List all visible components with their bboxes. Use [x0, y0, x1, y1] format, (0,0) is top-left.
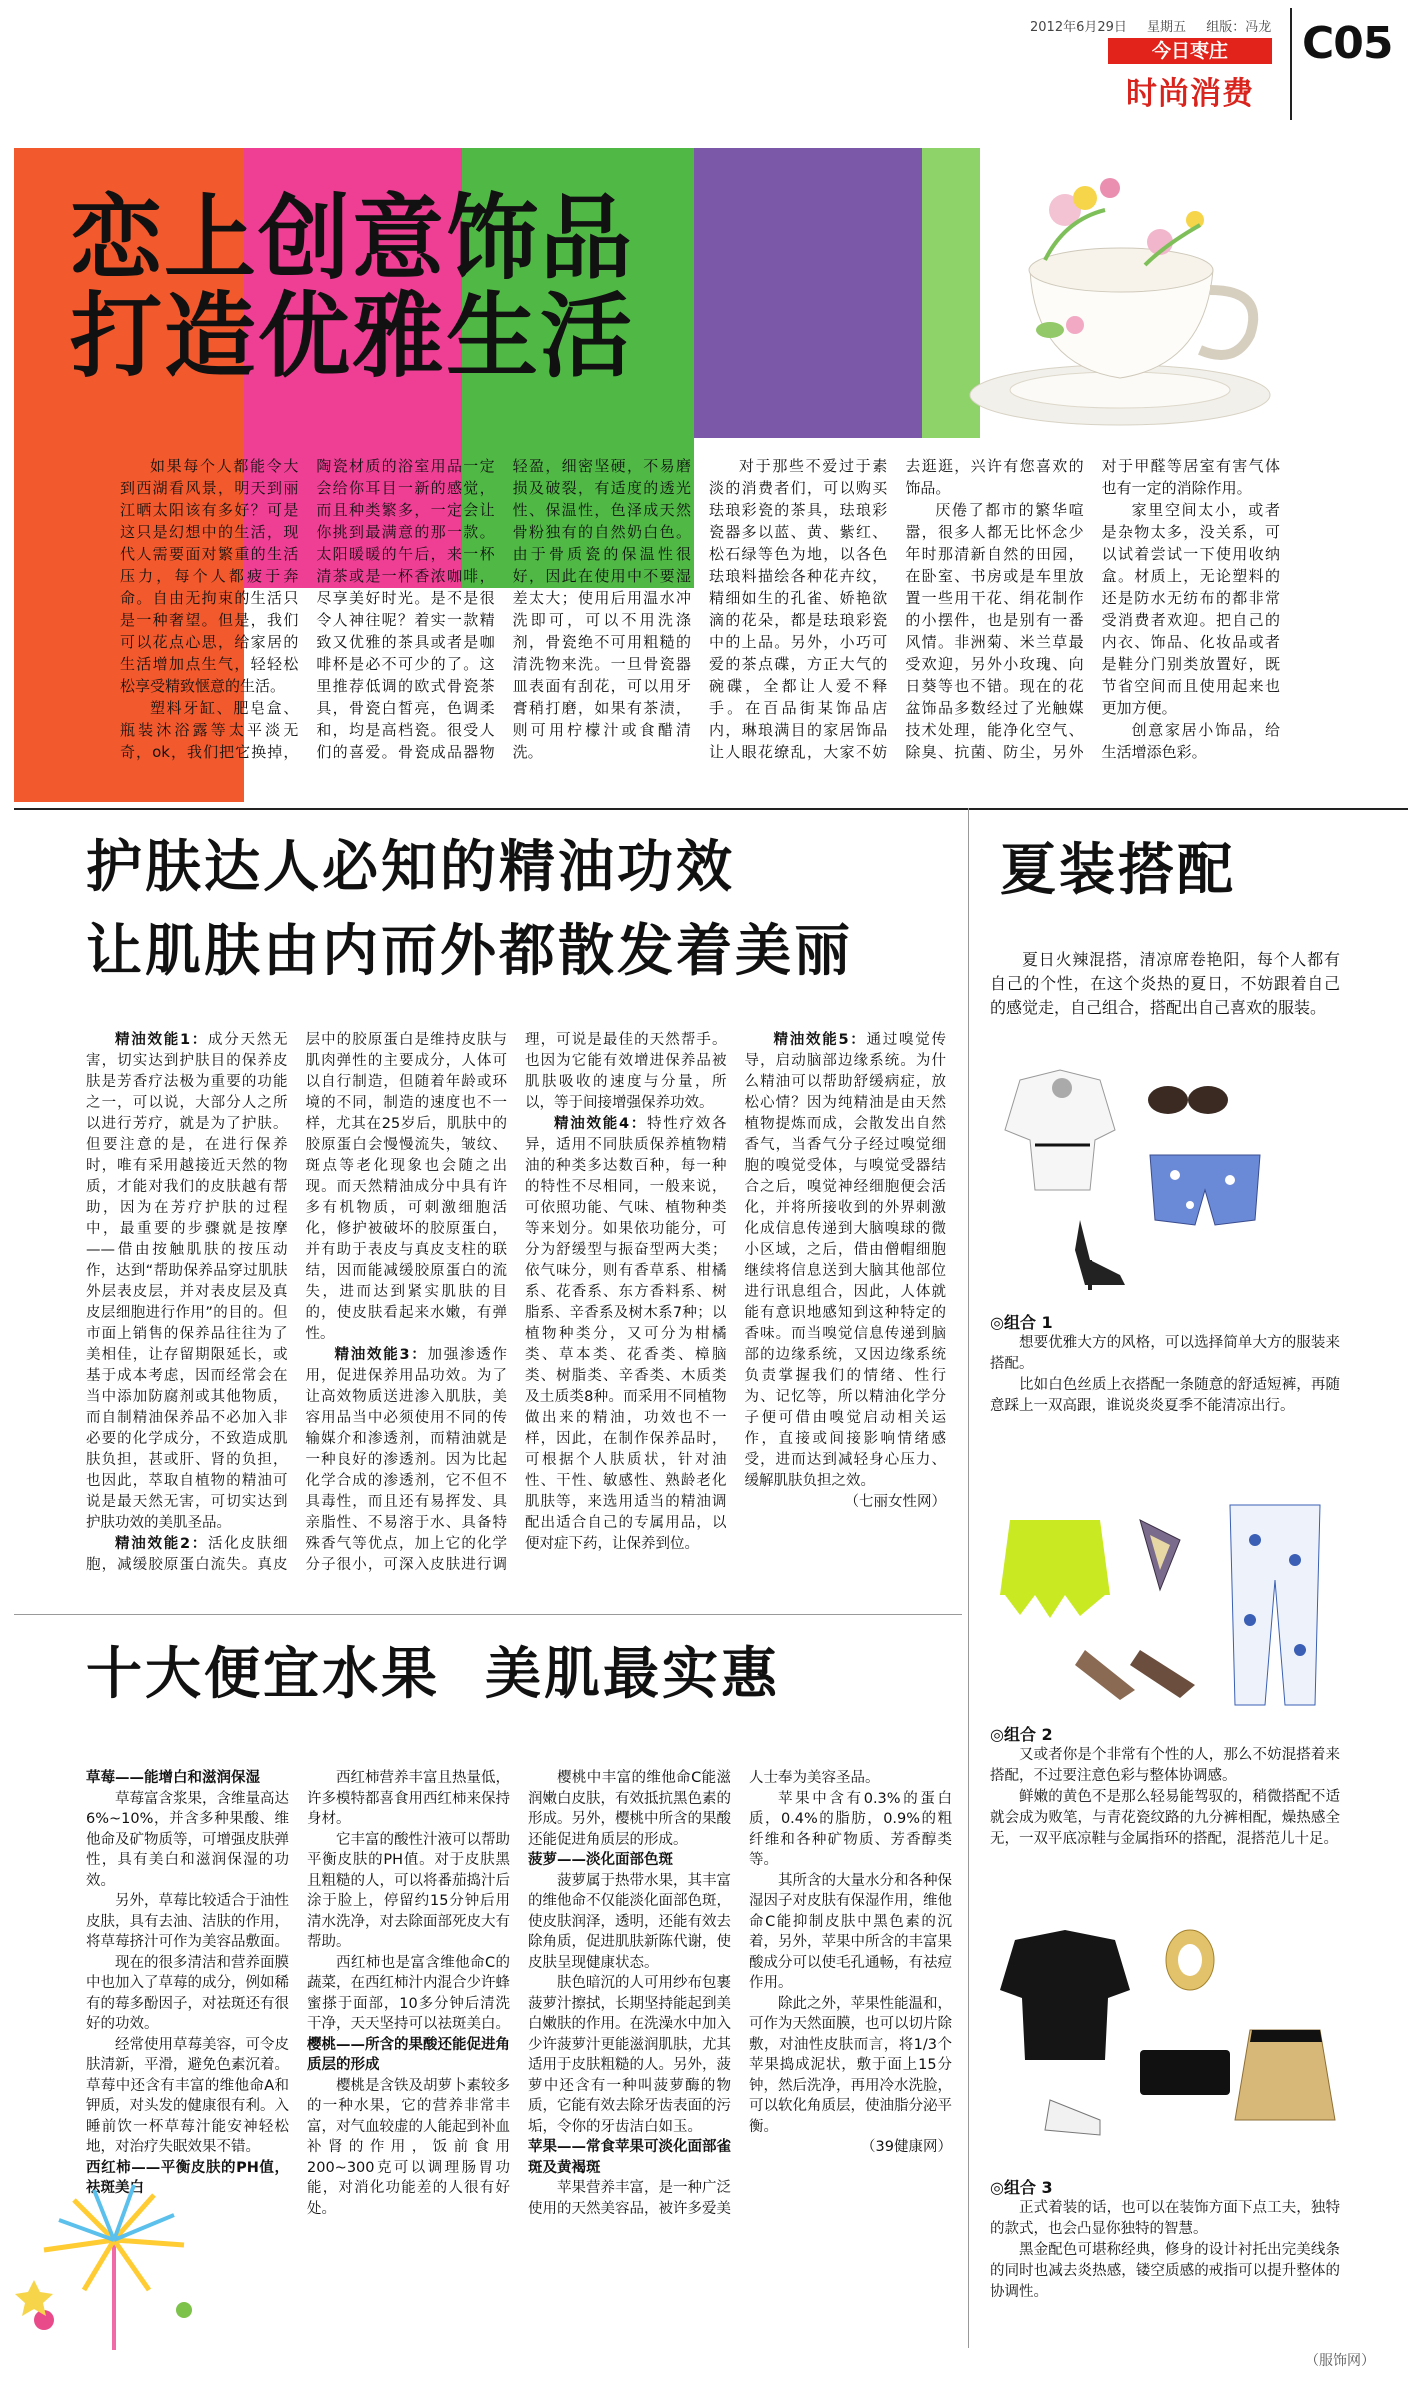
section-divider [14, 808, 1408, 810]
fruit-paragraph: 肤色暗沉的人可用纱布包裹菠萝汁擦拭，长期坚持能起到美白嫩肤的作用。在洗澡水中加入少许菠萝汁更能滋润肌肤，尤其适用于皮肤粗糙的人。另外，菠萝中还含有一种叫菠萝酶的物质，它能有效去除牙齿表面的污垢，令你的牙齿洁白如玉。 [528, 1975, 731, 2135]
outfit2-photos [990, 1500, 1350, 1715]
outfit1-photos [990, 1060, 1350, 1300]
oil-item-label: 精油效能2： [115, 1536, 209, 1552]
fruit-paragraph: 菠萝属于热带水果，其丰富的维他命不仅能淡化面部色斑，使皮肤润泽，透明，还能有效去除角质，促进肌肤新陈代谢，使皮肤呈现健康状态。 [528, 1872, 731, 1971]
edition-badge: 今日枣庄 [1108, 38, 1272, 64]
feature1-paragraph: 塑料牙缸、肥皂盒、瓶装沐浴露等太平淡无奇，ok，我们把它换掉，陶瓷材质的浴室用品一定会给你耳目一新的感觉，而且种类繁多，一定会让你挑到最满意的那一款。太阳暖暖的午后，来一杯清茶或是一杯香浓咖啡，尽享美好时光。是不是很令人神往呢？着实一款精致又优雅的茶具或者是咖啡杯是必不可少的了。这里推荐低调的欧式骨瓷茶具，骨瓷白皙亮，色调柔和，均是高档瓷。很受人们的喜爱。骨瓷成品器物轻盈，细密坚硬，不易磨损及破裂，有适度的透光性、保温性，色泽成天然骨粉独有的自然奶白色。由于骨质瓷的保温性很好，因此在使用中不要湿差太大；使用后用温水冲洗即可，可以不用洗涤剂，骨瓷绝不可用粗糙的清洗物来洗。一旦骨瓷器皿表面有刮花，可以用牙膏稍打磨，如果有茶渍，则可用柠檬汁或食醋清洗。 [120, 457, 691, 761]
white-blouse-icon [1005, 1070, 1115, 1190]
outfit-group-3 [990, 2175, 1340, 2303]
porcelain-pants-icon [1230, 1505, 1320, 1705]
feature1-headline [70, 185, 635, 390]
firework-decoration [14, 2180, 214, 2350]
feature1-paragraph: 厌倦了都市的繁华喧嚣，很多人都无比怀念少年时那清新自然的田园，在卧室、书房或是车里放置一些用干花、绢花制作的小摆件，也是别有一番风情。非洲菊、米兰草最受欢迎，另外小玫瑰、向日葵等也不错。现在的花盆饰品多数经过了光触媒技术处理，能净化空气、除臭、抗菌、防尘，另外对于甲醛等居室有害气体也有一定的消除作用。 [905, 457, 1280, 761]
outfit-group-2 [990, 1722, 1340, 1850]
star-burst-icon [15, 2185, 192, 2350]
masthead-meta [1030, 16, 1287, 35]
fruit-paragraph: 除此之外，苹果性能温和，可作为天然面膜，也可以切片除敷，对油性皮肤而言，将1/3个苹果捣成泥状，敷于面上15分钟，然后洗净，再用冷水洗脸，可以软化角质层，使油脂分泌平衡。 [749, 1995, 952, 2135]
group-text: 鲜嫩的黄色不是那么轻易能驾驭的，稍微搭配不适就会成为败笔，与青花瓷纹路的九分裤相配，燥热感全无，一双平底凉鞋与金属指环的搭配，混搭范儿十足。 [990, 1789, 1340, 1847]
group-label: ◎组合 2 [990, 1725, 1053, 1744]
sidebar-source: （服饰网） [1305, 2353, 1375, 2369]
fruit-paragraph: 另外，草莓比较适合于油性皮肤，具有去油、洁肤的作用，将草莓挤汁可作为美容品敷面。 [86, 1893, 289, 1950]
flat-sandals-icon [1075, 1650, 1195, 1700]
fruit-paragraph: 其所含的大量水分和各种保湿因子对皮肤有保湿作用，维他命C能抑制皮肤中黑色素的沉着，另外，苹果中所含的丰富果酸成分可以使毛孔通畅，有祛痘作用。 [749, 1872, 952, 1991]
group-text: 黑金配色可堪称经典，修身的设计衬托出完美线条的同时也减去炎热感，镂空质感的戒指可以提升整体的协调性。 [990, 2242, 1340, 2300]
oil-item-text: 活化皮肤细胞，减缓胶原蛋白流失。真皮层中的胶原蛋白是维持皮肤与肌肉弹性的主要成分，人体可以自行制造，但随着年龄或环境的不同，制造的速度也不一样，尤其在25岁后，肌肤中的胶原蛋白会慢慢流失，皱纹、斑点等老化现象也会随之出现。而天然精油成分中具有许多有机物质，可刺激细胞活化，修护被破坏的胶原蛋白，并有助于表皮与真皮支柱的联结，因而能减缓胶原蛋白的流失，进而达到紧实肌肤的目的，使皮肤看起来水嫩，有弹性。 [86, 1032, 507, 1573]
group-label: ◎组合 3 [990, 2178, 1053, 2197]
oil-item-4 [525, 1114, 727, 1555]
fruit-paragraph: 苹果营养丰富，是一种广泛使用的天然美容品，被许多爱美人士奉为美容圣品。 [528, 1770, 880, 2217]
fruit-heading: 菠萝——淡化面部色斑 [528, 1852, 673, 1868]
fruit-paragraph: 现在的很多清洁和营养面膜中也加入了草莓的成分，例如稀有的莓多酚因子，对祛斑还有很好的功效。 [86, 1954, 289, 2032]
column-divider [968, 808, 969, 2348]
black-top-icon [1000, 1930, 1130, 2060]
yellow-top-icon [1000, 1520, 1110, 1618]
feature1-body [120, 455, 1280, 795]
outfit3-photos [990, 1920, 1350, 2170]
feature2-title-line2: 让肌肤由内而外都散发着美丽 [86, 919, 853, 984]
issue-weekday: 星期五 [1147, 20, 1187, 35]
group-label: ◎组合 1 [990, 1313, 1053, 1332]
group-text: 正式着装的话，也可以在装饰方面下点工夫，独特的款式，也会凸显你独特的智慧。 [990, 2200, 1340, 2237]
section-title: 时尚消费 [1126, 76, 1254, 112]
feature3-source: （39健康网） [861, 2139, 952, 2155]
heels-icon [1045, 2100, 1100, 2135]
feature2-headline [86, 826, 853, 994]
high-heels-icon [1075, 1220, 1125, 1290]
oil-item-text: 加强渗透作用，促进保养用品功效。为了让高效物质送进渗入肌肤，美容用品当中必须使用不同的传输媒介和渗透剂，而精油就是一种良好的渗透剂。因为比起化学合成的渗透剂，它不但不具毒性，而且还有易挥发、具亲脂性、不易溶于水、具备特殊香气等优点，加上它的化学分子很小，可深入皮肤进行调理，可说是最佳的天然帮手。也因为它能有效增进保养品被肌肤吸收的速度与分量，所以，等于间接增强保养功效。 [305, 1032, 727, 1573]
metal-ring-icon [1140, 1520, 1180, 1590]
group-text: 想要优雅大方的风格，可以选择简单大方的服装来搭配。 [990, 1335, 1340, 1372]
oil-item-label: 精油效能3： [334, 1347, 428, 1363]
issue-editor: 组版：冯龙 [1206, 20, 1272, 35]
issue-date: 2012年6月29日 [1030, 20, 1127, 35]
oil-item-text: 通过嗅觉传导，启动脑部边缘系统。为什么精油可以帮助舒缓病症，放松心情？因为纯精油是由天然植物提炼而成，会散发出自然香气，当香气分子经过嗅觉细胞的嗅觉受体，与嗅觉受器结合之后，嗅觉神经细胞便会活化，并将所接收到的外界刺激化成信息传递到大脑嗅球的微小区域，之后，借由僧帽细胞继续将信息送到大脑其他部位进行讯息组合，因此，人体就能有意识地感知到这种特定的香味。而当嗅觉信息传递到脑部的边缘系统，又因边缘系统负责掌握我们的情绪、性行为、记忆等，所以精油化学分子便可借由嗅觉启动相关运作，直接或间接影响情绪感受，进而达到减轻身心压力、缓解肌肤负担之效。 [744, 1032, 947, 1489]
fruit-paragraph: 经常使用草莓美容，可令皮肤清新，平滑，避免色素沉着。草莓中还含有丰富的维他命A和钾质，对头发的健康很有利。入睡前饮一杯草莓汁能安神轻松地，对治疗失眠效果不错。 [86, 2036, 289, 2155]
fruit-paragraph: 西红柿营养丰富且热量低，许多模特都喜食用西红柿来保持身材。 [307, 1770, 510, 1827]
black-clutch-icon [1140, 2050, 1230, 2095]
oil-item-label: 精油效能5： [773, 1032, 867, 1048]
feature2-source: （七丽女性网） [844, 1494, 946, 1510]
fruit-paragraph: 樱桃是含铁及胡萝卜素较多的一种水果，它的营养非常丰富，对气血较虚的人能起到补血补肾的作用，饭前食用200~300克可以调理肠胃功能，对消化功能差的人很有好处。 [307, 2077, 510, 2217]
page-code: C05 [1302, 18, 1393, 69]
feature2-body [86, 1030, 946, 1610]
gold-ring-icon [1166, 1930, 1214, 1990]
feature1-title-line2: 打造优雅生活 [70, 282, 635, 390]
feature1-paragraph: 创意家居小饰品，给生活增添色彩。 [1101, 721, 1280, 761]
group-text: 又或者你是个非常有个性的人，那么不妨混搭着来搭配，不过要注意色彩与整体协调感。 [990, 1747, 1340, 1784]
feature1-paragraph: 家里空间太小，或者是杂物太多，没关系，可以试着尝试一下使用收纳盒。材质上，无论塑料的还是防水无纺布的都非常受消费者欢迎。把自己的内衣、饰品、化妆品或者是鞋分门别类放置好，既节省空间而且使用起来也更加方便。 [1101, 501, 1280, 717]
feature3-headline: 十大便宜水果 美肌最实惠 [86, 1642, 780, 1707]
fruit-heading: 苹果——常食苹果可淡化面部雀斑及黄褐斑 [528, 2139, 731, 2176]
fruit-paragraph: 西红柿也是富含维他命C的蔬菜，在西红柿汁内混合少许蜂蜜搽于面部，10多分钟后清洗干净，天天坚持可以祛斑美白。 [307, 1954, 510, 2032]
oil-item-text: 成分天然无害，切实达到护肤目的保养皮肤是芳香疗法极为重要的功能之一，可以说，大部分人之所以进行芳疗，就是为了护肤。但要注意的是，在进行保养时，唯有采用越接近天然的物质，才能对我们的皮肤越有帮助，因为在芳疗护肤的过程中，最重要的步骤就是按摩——借由按触肌肤的按压动作，达到“帮助保养品穿过肌肤外层表皮层，并对表皮层及真皮层细胞进行作用”的目的。但市面上销售的保养品往往为了美相佳，让存留期限延长，或基于成本考虑，因而经常会在当中添加防腐剂或其他物质，而自制精油保养品不必加入非必要的化学成分，不致造成肌肤负担，甚或肝、肾的负担，也因此，萃取自植物的精油可说是最天然无害，可切实达到护肤功效的美肌圣品。 [86, 1032, 288, 1531]
floral-shorts-icon [1150, 1155, 1260, 1225]
fruit-heading: 西红柿——平衡皮肤的PH值，祛斑美白 [86, 2159, 289, 2196]
group-text: 比如白色丝质上衣搭配一条随意的舒适短裤，再随意踩上一双高跟，谁说炎炎夏季不能清凉出行。 [990, 1377, 1340, 1414]
fruit-heading: 草莓——能增白和滋润保湿 [86, 1770, 260, 1786]
sidebar-intro: 夏日火辣混搭，清凉席卷艳阳，每个人都有自己的个性，在这个炎热的夏日，不妨跟着自己的感觉走，自己组合，搭配出自己喜欢的服装。 [990, 950, 1340, 1017]
oil-item-label: 精油效能1： [115, 1032, 209, 1048]
masthead-divider [1290, 8, 1292, 120]
outfit-group-1 [990, 1310, 1340, 1417]
fruit-paragraph: 草莓富含浆果，含维量高达6%~10%，并含多种果酸、维他命及矿物质等，可增强皮肤弹性，具有美白和滋润保湿的功效。 [86, 1790, 289, 1889]
teacup-photo [945, 150, 1285, 435]
feature1-paragraph: 对于那些不爱过于素淡的消费者们，可以购买珐琅彩瓷的茶具，珐琅彩瓷器多以蓝、黄、紫红、松石绿等色为地，以各色珐琅料描绘各种花卉纹，精细如生的孔雀、娇艳欲滴的花朵，都是珐琅彩瓷中的上品。另外，小巧可爱的茶点碟，方正大气的碗碟，全都让人爱不释手。在百品街某饰品店内，琳琅满目的家居饰品让人眼花缭乱，大家不妨去逛逛，兴许有您喜欢的饰品。 [708, 457, 1084, 761]
feature1-paragraph: 如果每个人都能令大到西湖看风景，明天到丽江晒太阳该有多好？可是这只是幻想中的生活，现代人需要面对繁重的生活压力，每个人都疲于奔命。自由无拘束的生活只是一种奢望。但是，我们可以花点心思，给家居的生活增加点生气，轻轻松松享受精致惬意的生活。 [120, 457, 299, 695]
gold-skirt-icon [1235, 2030, 1335, 2120]
sidebar-title: 夏装搭配 [1000, 838, 1236, 903]
sunglasses-icon [1148, 1086, 1228, 1114]
oil-item-1 [86, 1030, 288, 1534]
fruit-paragraph: 樱桃中丰富的维他命C能滋润嫩白皮肤，有效抵抗黑色素的形成。另外，樱桃中所含的果酸还能促进角质层的形成。 [528, 1770, 731, 1848]
fruit-paragraph: 苹果中含有0.3%的蛋白质，0.4%的脂肪，0.9%的粗纤维和各种矿物质、芳香醇类等。 [749, 1790, 952, 1868]
section-divider [14, 1614, 962, 1615]
fruit-paragraph: 它丰富的酸性汁液可以帮助平衡皮肤的PH值。对于皮肤黑且粗糙的人，可以将番茄捣汁后涂于脸上，停留约15分钟后用清水洗净，对去除面部死皮大有帮助。 [307, 1831, 510, 1950]
feature2-title-line1: 护肤达人必知的精油功效 [86, 835, 735, 900]
feature3-body [86, 1768, 952, 2308]
oil-item-5 [745, 1030, 947, 1492]
oil-item-label: 精油效能4： [554, 1116, 648, 1132]
feature1-title-line1: 恋上创意饰品 [70, 185, 635, 292]
color-block-purple [694, 148, 922, 438]
fruit-heading: 樱桃——所含的果酸还能促进角质层的形成 [307, 2036, 510, 2073]
oil-item-text: 特性疗效各异，适用不同肤质保养植物精油的种类多达数百种，每一种的特性不尽相同，一般来说，可依照功能、气味、植物种类等来划分。如果依功能分，可分为舒缓型与振奋型两大类；依气味分，则有香草系、柑橘系、花香系、东方香料系、树脂系、辛香系及树木系7种；以植物种类分，又可分为柑橘类、草本类、花香类、樟脑类、树脂类、辛香类、木质类及土质类8种。而采用不同植物做出来的精油，功效也不一样，因此，在制作保养品时，可根据个人肤质状，针对油性、干性、敏感性、熟龄老化肌肤等，来选用适当的精油调配出适合自己的专属用品，以便对症下药，让保养到位。 [525, 1116, 727, 1552]
